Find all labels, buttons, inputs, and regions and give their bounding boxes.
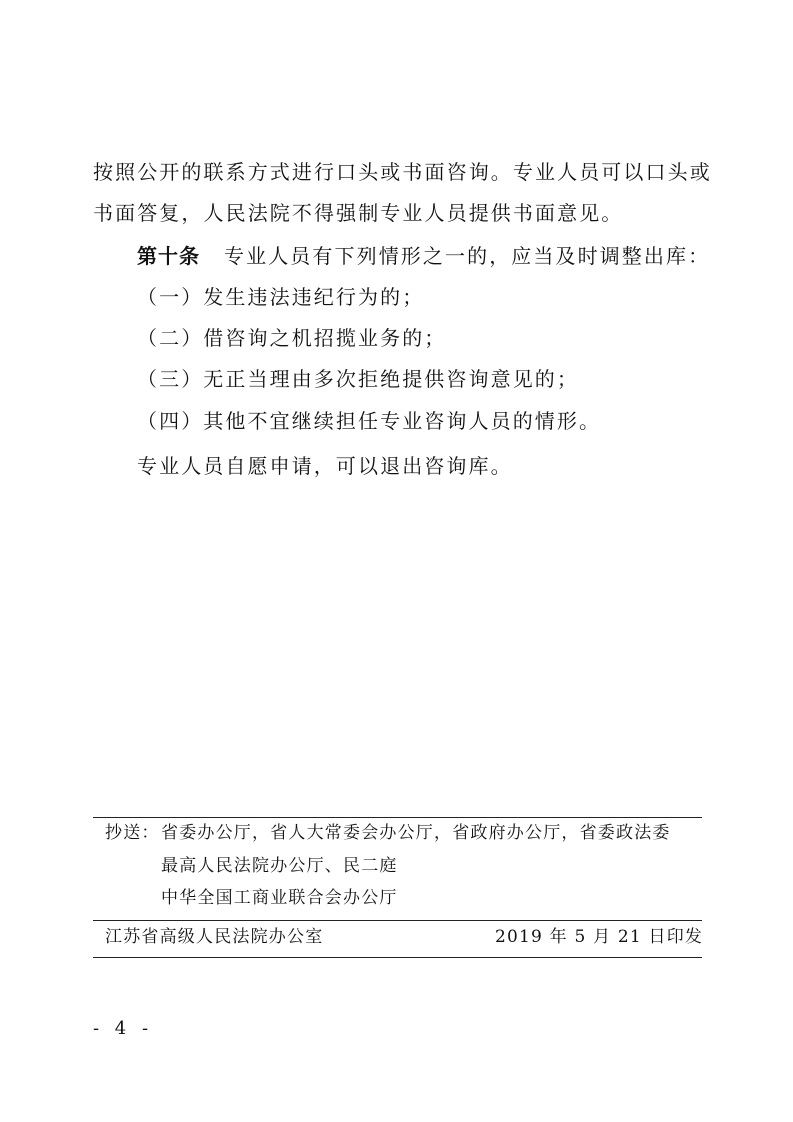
- list-item: （四）其他不宜继续担任专业咨询人员的情形。: [137, 409, 602, 433]
- cc-recipients-line: 最高人民法院办公厅、民二庭: [161, 856, 398, 876]
- footer-bottom-rule: [93, 957, 702, 958]
- page-number: - 4 -: [93, 1018, 154, 1039]
- body-paragraph-line: 书面答复，人民法院不得强制专业人员提供书面意见。: [93, 201, 624, 225]
- closing-paragraph: 专业人员自愿申请，可以退出咨询库。: [137, 454, 513, 478]
- footer-middle-rule: [93, 920, 702, 921]
- list-item: （三）无正当理由多次拒绝提供咨询意见的；: [137, 367, 579, 391]
- cc-label: 抄送：: [105, 823, 160, 843]
- issuer: 江苏省高级人民法院办公室: [105, 927, 324, 947]
- article-ten: [137, 244, 710, 268]
- article-title: 第十条: [137, 244, 200, 268]
- cc-recipients-line: 中华全国工商业联合会办公厅: [161, 888, 398, 908]
- cc-recipients-line: 省委办公厅，省人大常委会办公厅，省政府办公厅，省委政法委: [161, 823, 671, 843]
- list-item: （一）发生违法违纪行为的；: [137, 285, 425, 309]
- list-item: （二）借咨询之机招揽业务的；: [137, 326, 447, 350]
- body-paragraph-line: 按照公开的联系方式进行口头或书面咨询。专业人员可以口头或: [93, 160, 712, 184]
- footer-top-rule: [93, 817, 702, 818]
- issue-date: 2019 年 5 月 21 日印发: [495, 927, 704, 947]
- article-text: 专业人员有下列情形之一的，应当及时调整出库：: [224, 244, 711, 268]
